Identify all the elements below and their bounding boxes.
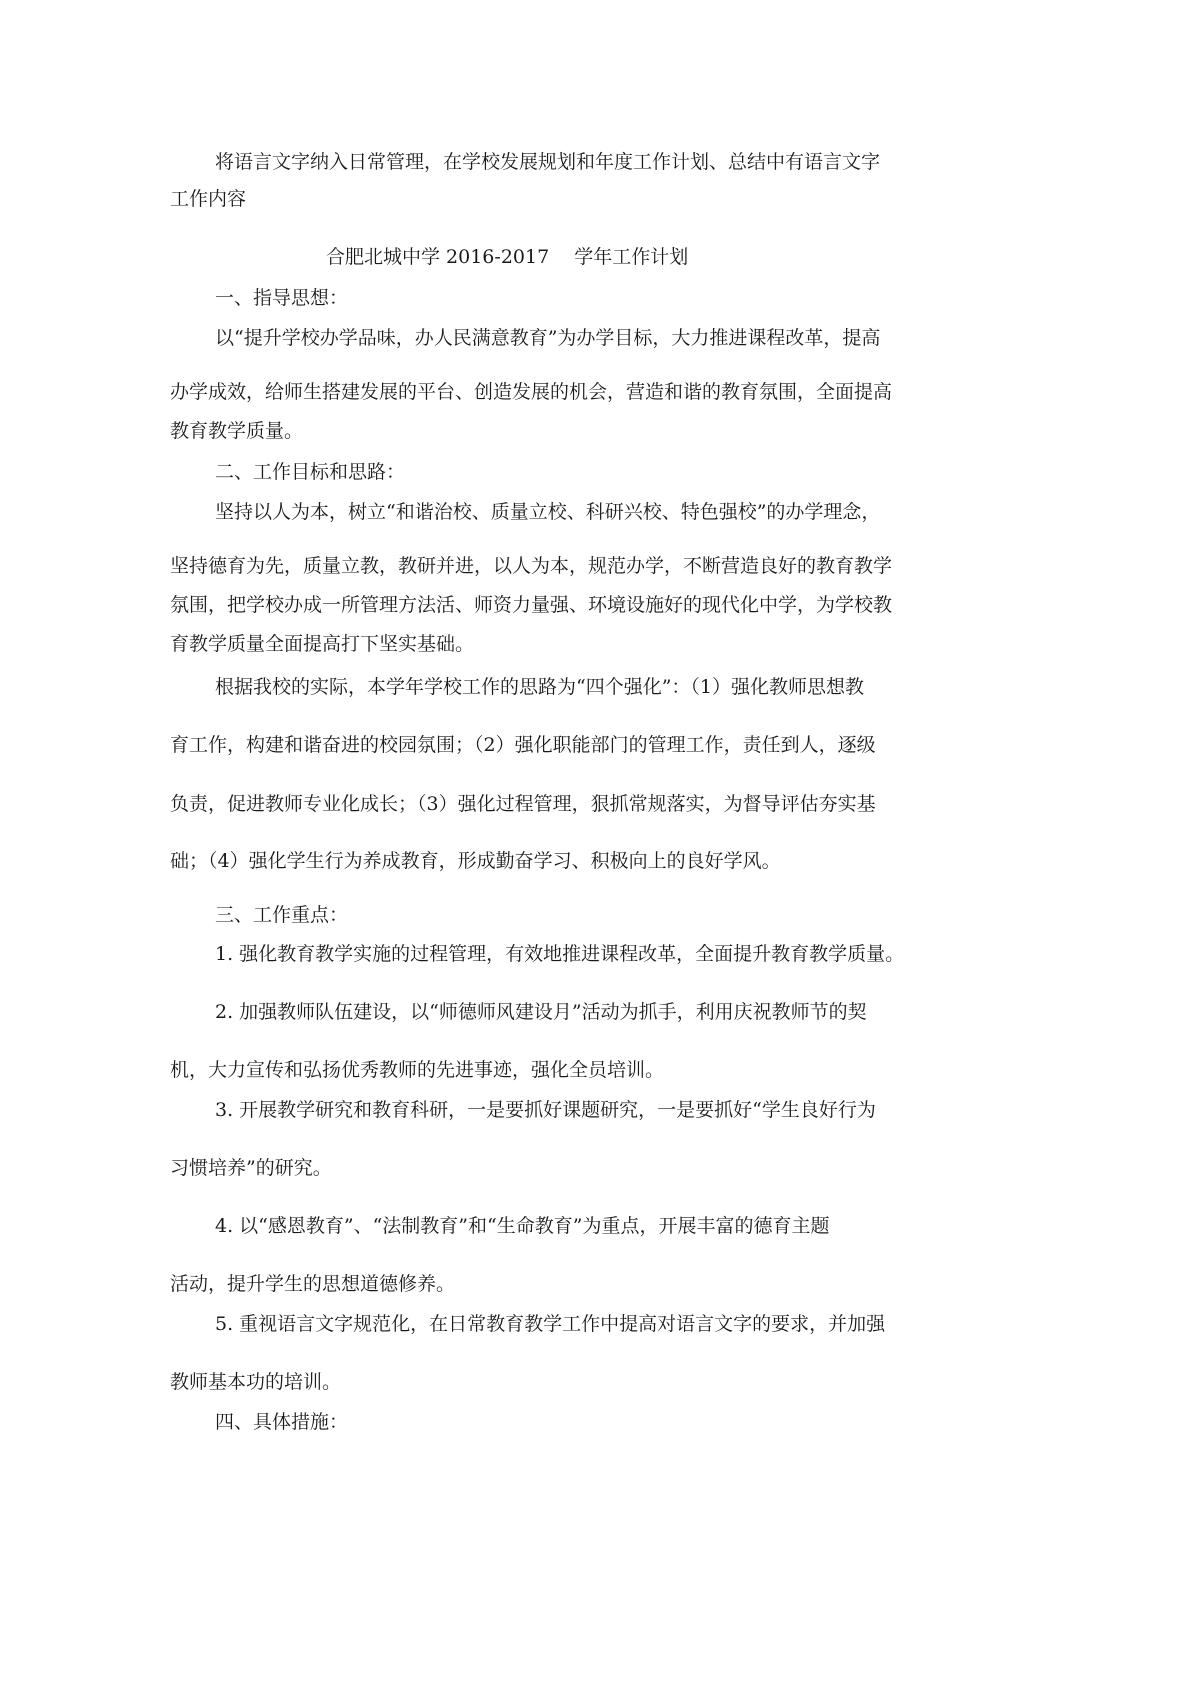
paragraph-line: 以“提升学校办学品味，办人民满意教育”为办学目标，大力推进课程改革，提高 xyxy=(215,327,881,349)
paragraph-line: 4. 以“感恩教育”、“法制教育”和“生命教育”为重点，开展丰富的德育主题 xyxy=(215,1215,830,1237)
section-heading: 三、工作重点： xyxy=(215,904,349,926)
paragraph-line: 教师基本功的培训。 xyxy=(170,1371,342,1393)
paragraph-line: 3. 开展教学研究和教育科研，一是要抓好课题研究，一是要抓好“学生良好行为 xyxy=(215,1099,876,1121)
paragraph-line: 教育教学质量。 xyxy=(170,420,304,442)
paragraph-line: 础；（4）强化学生行为养成教育，形成勤奋学习、积极向上的良好学风。 xyxy=(170,850,781,872)
paragraph-line: 根据我校的实际，本学年学校工作的思路为“四个强化”：（1）强化教师思想教 xyxy=(215,676,865,698)
paragraph-line: 坚持以人为本，树立“和谐治校、质量立校、科研兴校、特色强校”的办学理念， xyxy=(215,501,881,523)
section-heading: 一、指导思想： xyxy=(215,287,349,309)
paragraph-line: 育工作，构建和谐奋进的校园氛围；（2）强化职能部门的管理工作，责任到人，逐级 xyxy=(170,734,876,756)
paragraph-line: 1. 强化教育教学实施的过程管理，有效地推进课程改革，全面提升教育教学质量。 xyxy=(215,943,905,965)
paragraph-line: 活动，提升学生的思想道德修养。 xyxy=(170,1273,456,1295)
paragraph-line: 习惯培养”的研究。 xyxy=(170,1157,332,1179)
paragraph-line: 办学成效，给师生搭建发展的平台、创造发展的机会，营造和谐的教育氛围，全面提高 xyxy=(170,381,893,403)
section-heading: 二、工作目标和思路： xyxy=(215,461,406,483)
document-title: 合肥北城中学 2016-2017 学年工作计划 xyxy=(326,246,689,268)
section-heading: 四、具体措施： xyxy=(215,1411,349,1433)
intro-line: 将语言文字纳入日常管理，在学校发展规划和年度工作计划、总结中有语言文字 xyxy=(215,151,881,173)
paragraph-line: 负责，促进教师专业化成长；（3）强化过程管理，狠抓常规落实，为督导评估夯实基 xyxy=(170,793,876,815)
paragraph-line: 5. 重视语言文字规范化，在日常教育教学工作中提高对语言文字的要求，并加强 xyxy=(215,1313,886,1335)
intro-line: 工作内容 xyxy=(170,188,247,210)
paragraph-line: 氛围，把学校办成一所管理方法活、师资力量强、环境设施好的现代化中学，为学校教 xyxy=(170,594,893,616)
paragraph-line: 2. 加强教师队伍建设，以“师德师风建设月”活动为抓手，利用庆祝教师节的契 xyxy=(215,1001,867,1023)
paragraph-line: 机，大力宣传和弘扬优秀教师的先进事迹，强化全员培训。 xyxy=(170,1059,665,1081)
paragraph-line: 坚持德育为先，质量立教，教研并进，以人为本，规范办学，不断营造良好的教育教学 xyxy=(170,555,893,577)
paragraph-line: 育教学质量全面提高打下坚实基础。 xyxy=(170,633,475,655)
